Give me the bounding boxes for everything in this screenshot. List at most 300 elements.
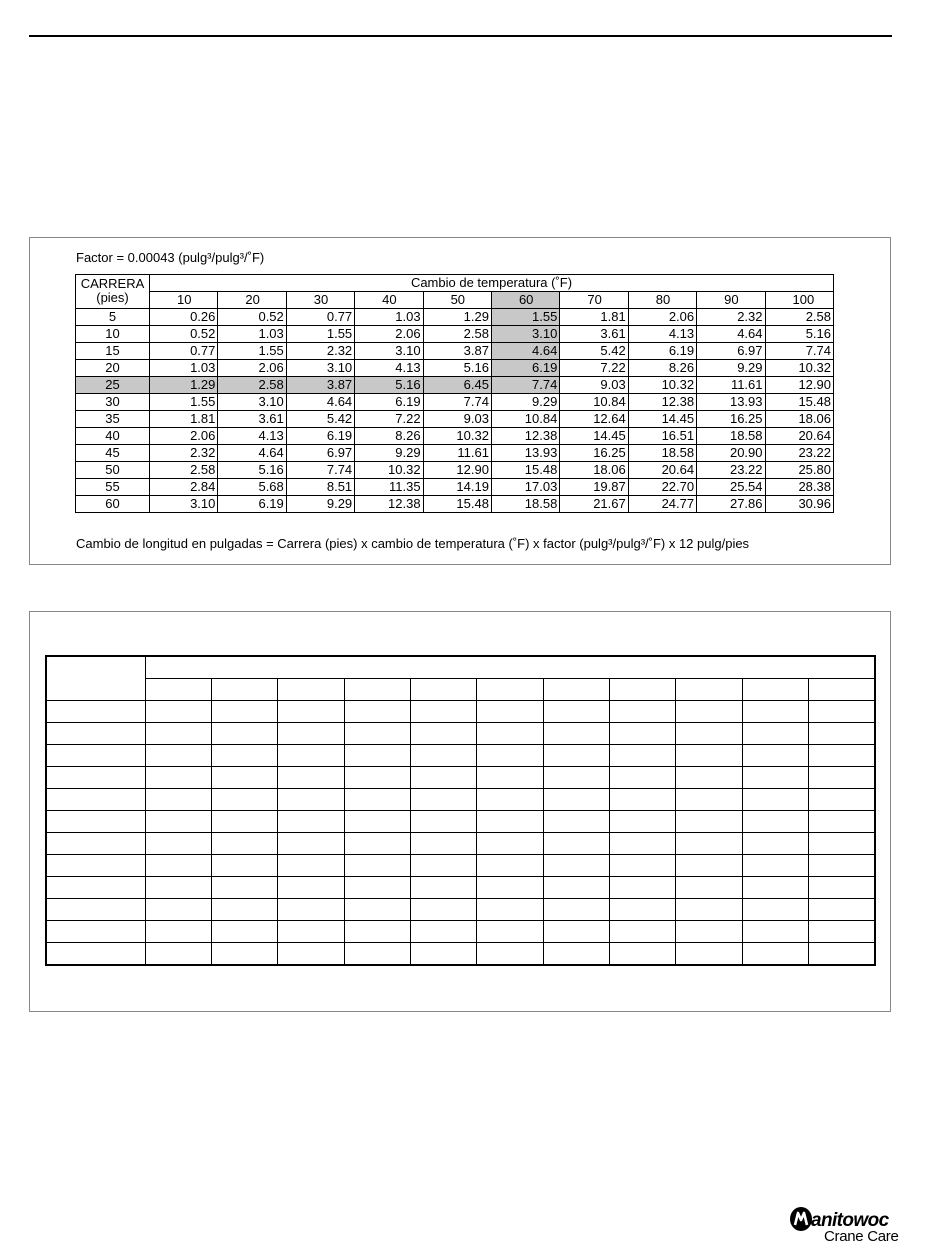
blank-cell [410,723,476,745]
value-cell: 0.26 [150,309,218,326]
value-cell: 10.32 [765,360,833,377]
blank-cell [676,767,742,789]
value-cell: 22.70 [628,479,696,496]
svg-text:anitowoc: anitowoc [811,1210,889,1231]
blank-column-header [742,679,808,701]
blank-cell [46,767,145,789]
value-cell: 11.61 [697,377,765,394]
value-cell: 16.51 [628,428,696,445]
blank-cell [676,921,742,943]
blank-cell [211,811,277,833]
blank-cell [742,745,808,767]
blank-cell [477,811,543,833]
value-cell: 10.84 [560,394,628,411]
value-cell: 0.52 [150,326,218,343]
blank-column-header [278,679,344,701]
table-row [76,309,834,326]
value-cell: 1.29 [423,309,491,326]
value-cell: 5.16 [423,360,491,377]
value-cell: 3.61 [560,326,628,343]
value-cell: 8.51 [286,479,354,496]
blank-cell [46,723,145,745]
blank-cell [211,877,277,899]
value-cell: 9.03 [423,411,491,428]
blank-table-row [46,877,875,899]
carrera-cell: 45 [76,445,150,462]
blank-column-header [145,679,211,701]
blank-column-header [676,679,742,701]
value-cell: 10.32 [423,428,491,445]
value-cell: 18.58 [491,496,559,513]
blank-cell [676,877,742,899]
value-cell: 2.32 [150,445,218,462]
value-cell: 3.10 [355,343,423,360]
value-cell: 12.64 [560,411,628,428]
table-row [76,411,834,428]
value-cell: 5.42 [286,411,354,428]
blank-cell [543,833,609,855]
carrera-cell: 60 [76,496,150,513]
blank-cell [543,745,609,767]
blank-cell [610,767,676,789]
blank-cell [46,701,145,723]
value-cell: 18.06 [765,411,833,428]
blank-cell [676,855,742,877]
value-cell: 2.06 [150,428,218,445]
blank-cell [742,921,808,943]
blank-cell [610,877,676,899]
value-cell: 23.22 [697,462,765,479]
blank-cell [145,921,211,943]
blank-cell [809,701,875,723]
blank-cell [410,701,476,723]
blank-cell [344,723,410,745]
blank-cell [145,877,211,899]
blank-cell [46,811,145,833]
blank-cell [145,899,211,921]
value-cell: 2.06 [355,326,423,343]
blank-cell [211,701,277,723]
carrera-cell: 40 [76,428,150,445]
blank-cell [410,789,476,811]
blank-cell [344,899,410,921]
blank-cell [344,811,410,833]
blank-cell [477,723,543,745]
blank-cell [278,899,344,921]
value-cell: 18.58 [628,445,696,462]
blank-cell [543,855,609,877]
blank-cell [610,921,676,943]
value-cell: 4.13 [218,428,286,445]
blank-cell [145,723,211,745]
blank-cell [278,789,344,811]
blank-cell [610,943,676,966]
value-cell: 4.13 [355,360,423,377]
blank-cell [742,877,808,899]
blank-cell [543,877,609,899]
value-cell: 5.68 [218,479,286,496]
temperature-column-header: 60 [491,292,559,309]
value-cell: 7.74 [765,343,833,360]
table-row [76,394,834,411]
value-cell: 12.90 [765,377,833,394]
blank-cell [543,921,609,943]
value-cell: 3.10 [286,360,354,377]
blank-cell [477,833,543,855]
blank-cell [610,899,676,921]
blank-cell [344,921,410,943]
value-cell: 15.48 [491,462,559,479]
blank-cell [610,789,676,811]
blank-cell [809,833,875,855]
value-cell: 3.10 [150,496,218,513]
blank-cell [344,833,410,855]
value-cell: 4.64 [491,343,559,360]
value-cell: 12.38 [355,496,423,513]
value-cell: 2.32 [286,343,354,360]
blank-cell [145,789,211,811]
value-cell: 15.48 [423,496,491,513]
blank-cell [410,767,476,789]
blank-cell [676,943,742,966]
value-cell: 8.26 [628,360,696,377]
blank-cell [145,811,211,833]
value-cell: 7.74 [423,394,491,411]
value-cell: 7.74 [491,377,559,394]
blank-cell [410,855,476,877]
value-cell: 14.45 [560,428,628,445]
blank-cell [344,877,410,899]
blank-table-row [46,723,875,745]
table-row [76,428,834,445]
carrera-cell: 35 [76,411,150,428]
formula-note: Cambio de longitud en pulgadas = Carrera (pies) x cambio de temperatura (˚F) x factor (pulg³/pulg³/˚F) x 12 pulg/pies [76,536,750,551]
value-cell: 2.32 [697,309,765,326]
value-cell: 25.80 [765,462,833,479]
value-cell: 1.81 [560,309,628,326]
value-cell: 5.16 [765,326,833,343]
value-cell: 11.61 [423,445,491,462]
value-cell: 1.03 [150,360,218,377]
value-cell: 0.77 [150,343,218,360]
blank-cell [676,811,742,833]
blank-table-row [46,701,875,723]
blank-cell [742,723,808,745]
value-cell: 20.90 [697,445,765,462]
value-cell: 16.25 [560,445,628,462]
blank-cell [211,943,277,966]
blank-table-row [46,811,875,833]
value-cell: 2.58 [765,309,833,326]
blank-cell [543,789,609,811]
value-cell: 27.86 [697,496,765,513]
table-row [76,326,834,343]
table-row [76,343,834,360]
value-cell: 3.10 [491,326,559,343]
blank-cell [278,811,344,833]
blank-cell [278,723,344,745]
blank-cell [46,745,145,767]
temperature-column-header: 70 [560,292,628,309]
blank-cell [809,855,875,877]
table-row [76,445,834,462]
blank-cell [211,723,277,745]
blank-cell [477,855,543,877]
blank-cell [543,767,609,789]
blank-cell [344,943,410,966]
blank-table-row [46,833,875,855]
blank-cell [742,767,808,789]
blank-cell [344,745,410,767]
value-cell: 10.84 [491,411,559,428]
crane-care-text: Crane Care [824,1228,899,1245]
value-cell: 14.19 [423,479,491,496]
blank-cell [344,701,410,723]
blank-group-header [145,656,875,679]
blank-cell [410,811,476,833]
blank-cell [676,899,742,921]
value-cell: 6.97 [286,445,354,462]
blank-cell [278,833,344,855]
value-cell: 6.45 [423,377,491,394]
blank-cell [543,811,609,833]
blank-cell [344,767,410,789]
blank-cell [809,921,875,943]
carrera-cell: 20 [76,360,150,377]
value-cell: 11.35 [355,479,423,496]
blank-cell [742,899,808,921]
value-cell: 4.64 [697,326,765,343]
blank-cell [278,745,344,767]
table-row [76,377,834,394]
blank-cell [211,745,277,767]
table-row [76,479,834,496]
blank-cell [410,899,476,921]
temperature-column-header: 90 [697,292,765,309]
blank-cell [410,745,476,767]
value-cell: 6.97 [697,343,765,360]
value-cell: 2.06 [628,309,696,326]
value-cell: 4.64 [286,394,354,411]
blank-cell [676,833,742,855]
blank-cell [742,789,808,811]
temperature-column-header: 40 [355,292,423,309]
value-cell: 9.29 [286,496,354,513]
blank-cell [477,745,543,767]
blank-column-header [477,679,543,701]
value-cell: 7.22 [355,411,423,428]
blank-column-header [211,679,277,701]
value-cell: 2.58 [423,326,491,343]
blank-cell [46,855,145,877]
value-cell: 5.42 [560,343,628,360]
value-cell: 4.64 [218,445,286,462]
temperature-column-header: 100 [765,292,833,309]
value-cell: 23.22 [765,445,833,462]
value-cell: 1.55 [491,309,559,326]
value-cell: 20.64 [765,428,833,445]
carrera-header-unit: (pies) [96,290,129,305]
value-cell: 6.19 [286,428,354,445]
blank-cell [477,943,543,966]
blank-cell [344,789,410,811]
blank-cell [211,767,277,789]
value-cell: 1.55 [150,394,218,411]
blank-cell [46,833,145,855]
blank-cell [543,723,609,745]
blank-cell [809,789,875,811]
blank-cell [610,723,676,745]
blank-cell [211,921,277,943]
conversion-table-panel [29,237,891,565]
value-cell: 15.48 [765,394,833,411]
temperature-column-header: 20 [218,292,286,309]
blank-cell [211,855,277,877]
blank-column-header [410,679,476,701]
blank-cell [278,701,344,723]
blank-column-header [344,679,410,701]
blank-cell [809,943,875,966]
blank-cell [809,767,875,789]
value-cell: 13.93 [697,394,765,411]
value-cell: 10.32 [628,377,696,394]
blank-table-row [46,899,875,921]
value-cell: 1.55 [286,326,354,343]
value-cell: 1.03 [355,309,423,326]
blank-cell [145,833,211,855]
blank-cell [742,701,808,723]
value-cell: 3.87 [423,343,491,360]
value-cell: 0.52 [218,309,286,326]
blank-cell [278,855,344,877]
value-cell: 25.54 [697,479,765,496]
blank-cell [211,899,277,921]
value-cell: 5.16 [218,462,286,479]
blank-cell [610,701,676,723]
value-cell: 18.06 [560,462,628,479]
value-cell: 4.13 [628,326,696,343]
table-row [76,496,834,513]
value-cell: 9.29 [491,394,559,411]
blank-cell [610,833,676,855]
blank-cell [742,855,808,877]
blank-column-header [543,679,609,701]
value-cell: 16.25 [697,411,765,428]
value-cell: 6.19 [491,360,559,377]
blank-cell [543,943,609,966]
blank-cell [610,855,676,877]
blank-table-row [46,943,875,966]
blank-column-header [809,679,875,701]
blank-cell [477,789,543,811]
value-cell: 3.87 [286,377,354,394]
temperature-column-header: 80 [628,292,696,309]
blank-cell [410,943,476,966]
carrera-header [76,275,150,309]
value-cell: 28.38 [765,479,833,496]
table-row [76,462,834,479]
blank-cell [211,789,277,811]
blank-cell [676,789,742,811]
blank-cell [344,855,410,877]
value-cell: 6.19 [355,394,423,411]
blank-table-panel [29,611,891,1012]
blank-cell [676,723,742,745]
temperature-column-header: 30 [286,292,354,309]
value-cell: 9.03 [560,377,628,394]
blank-cell [543,701,609,723]
value-cell: 9.29 [355,445,423,462]
blank-cell [278,767,344,789]
blank-cell [809,811,875,833]
value-cell: 8.26 [355,428,423,445]
value-cell: 18.58 [697,428,765,445]
manitowoc-logo [790,1206,899,1245]
value-cell: 9.29 [697,360,765,377]
blank-cell [742,811,808,833]
value-cell: 7.22 [560,360,628,377]
carrera-cell: 55 [76,479,150,496]
carrera-cell: 25 [76,377,150,394]
carrera-cell: 10 [76,326,150,343]
carrera-cell: 15 [76,343,150,360]
blank-table-row [46,855,875,877]
value-cell: 17.03 [491,479,559,496]
blank-cell [676,701,742,723]
blank-table-row [46,745,875,767]
value-cell: 12.90 [423,462,491,479]
value-cell: 10.32 [355,462,423,479]
blank-cell [211,833,277,855]
value-cell: 0.77 [286,309,354,326]
value-cell: 1.29 [150,377,218,394]
blank-cell [809,877,875,899]
blank-cell [410,833,476,855]
blank-table-row [46,789,875,811]
value-cell: 13.93 [491,445,559,462]
blank-worksheet-table [45,655,876,966]
blank-cell [809,745,875,767]
blank-cell [676,745,742,767]
value-cell: 19.87 [560,479,628,496]
carrera-cell: 50 [76,462,150,479]
value-cell: 24.77 [628,496,696,513]
blank-cell [543,899,609,921]
temperature-column-header: 10 [150,292,218,309]
value-cell: 1.55 [218,343,286,360]
carrera-cell: 5 [76,309,150,326]
value-cell: 6.19 [218,496,286,513]
value-cell: 12.38 [491,428,559,445]
temperature-group-header: Cambio de temperatura (˚F) [150,275,834,292]
blank-cell [145,943,211,966]
factor-label: Factor = 0.00043 (pulg³/pulg³/˚F) [76,250,265,265]
blank-cell [145,745,211,767]
value-cell: 1.81 [150,411,218,428]
value-cell: 2.84 [150,479,218,496]
table-row [76,360,834,377]
value-cell: 1.03 [218,326,286,343]
temperature-column-header: 50 [423,292,491,309]
blank-cell [46,899,145,921]
value-cell: 6.19 [628,343,696,360]
value-cell: 20.64 [628,462,696,479]
blank-cell [809,899,875,921]
blank-cell [610,811,676,833]
blank-table-row [46,767,875,789]
value-cell: 7.74 [286,462,354,479]
blank-cell [742,943,808,966]
